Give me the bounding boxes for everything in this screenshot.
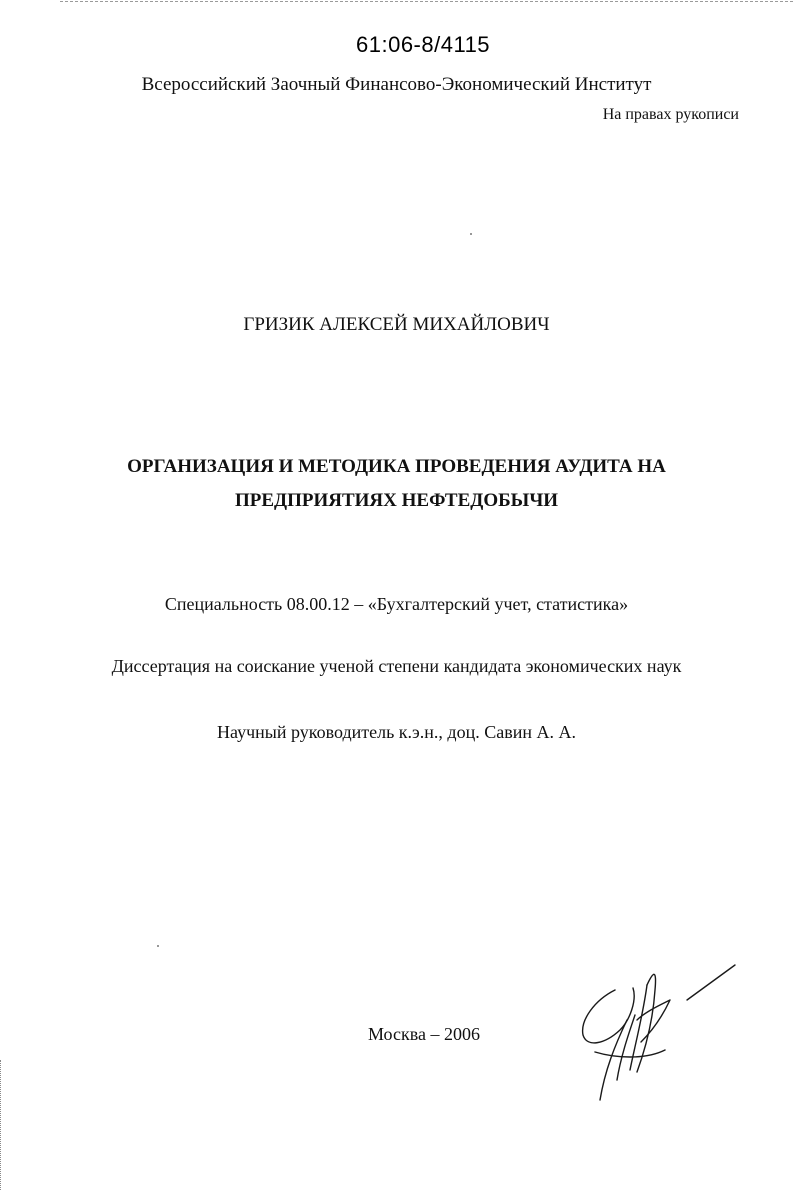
registration-stamp: 61:06-8/4115 (356, 32, 491, 57)
author-name: ГРИЗИК АЛЕКСЕЙ МИХАЙЛОВИЧ (243, 314, 550, 335)
scan-speck (470, 233, 472, 235)
handwritten-signature (575, 960, 745, 1105)
signature-stroke (687, 965, 735, 1000)
institute-name: Всероссийский Заочный Финансово-Экономический Институт (141, 74, 652, 95)
dissertation-title (60, 450, 733, 518)
degree-line: Диссертация на соискание ученой степени кандидата экономических наук (111, 656, 682, 676)
scientific-advisor: Научный руководитель к.э.н., доц. Савин А. А. (217, 722, 576, 742)
signature-stroke (600, 1020, 627, 1100)
city-and-year: Москва – 2006 (368, 1024, 480, 1044)
signature-stroke (583, 988, 635, 1043)
scan-speck (157, 945, 159, 947)
specialty-line: Специальность 08.00.12 – «Бухгалтерский учет, статистика» (164, 594, 629, 614)
scan-left-edge (0, 1060, 4, 1190)
title-line-2: ПРЕДПРИЯТИЯХ НЕФТЕДОБЫЧИ (234, 490, 559, 511)
signature-stroke (595, 1050, 665, 1057)
signature-stroke (617, 1015, 635, 1080)
scan-top-edge (60, 1, 793, 2)
manuscript-rights-note: На правах рукописи (602, 106, 739, 123)
title-line-1: ОРГАНИЗАЦИЯ И МЕТОДИКА ПРОВЕДЕНИЯ АУДИТА НА (127, 456, 666, 477)
